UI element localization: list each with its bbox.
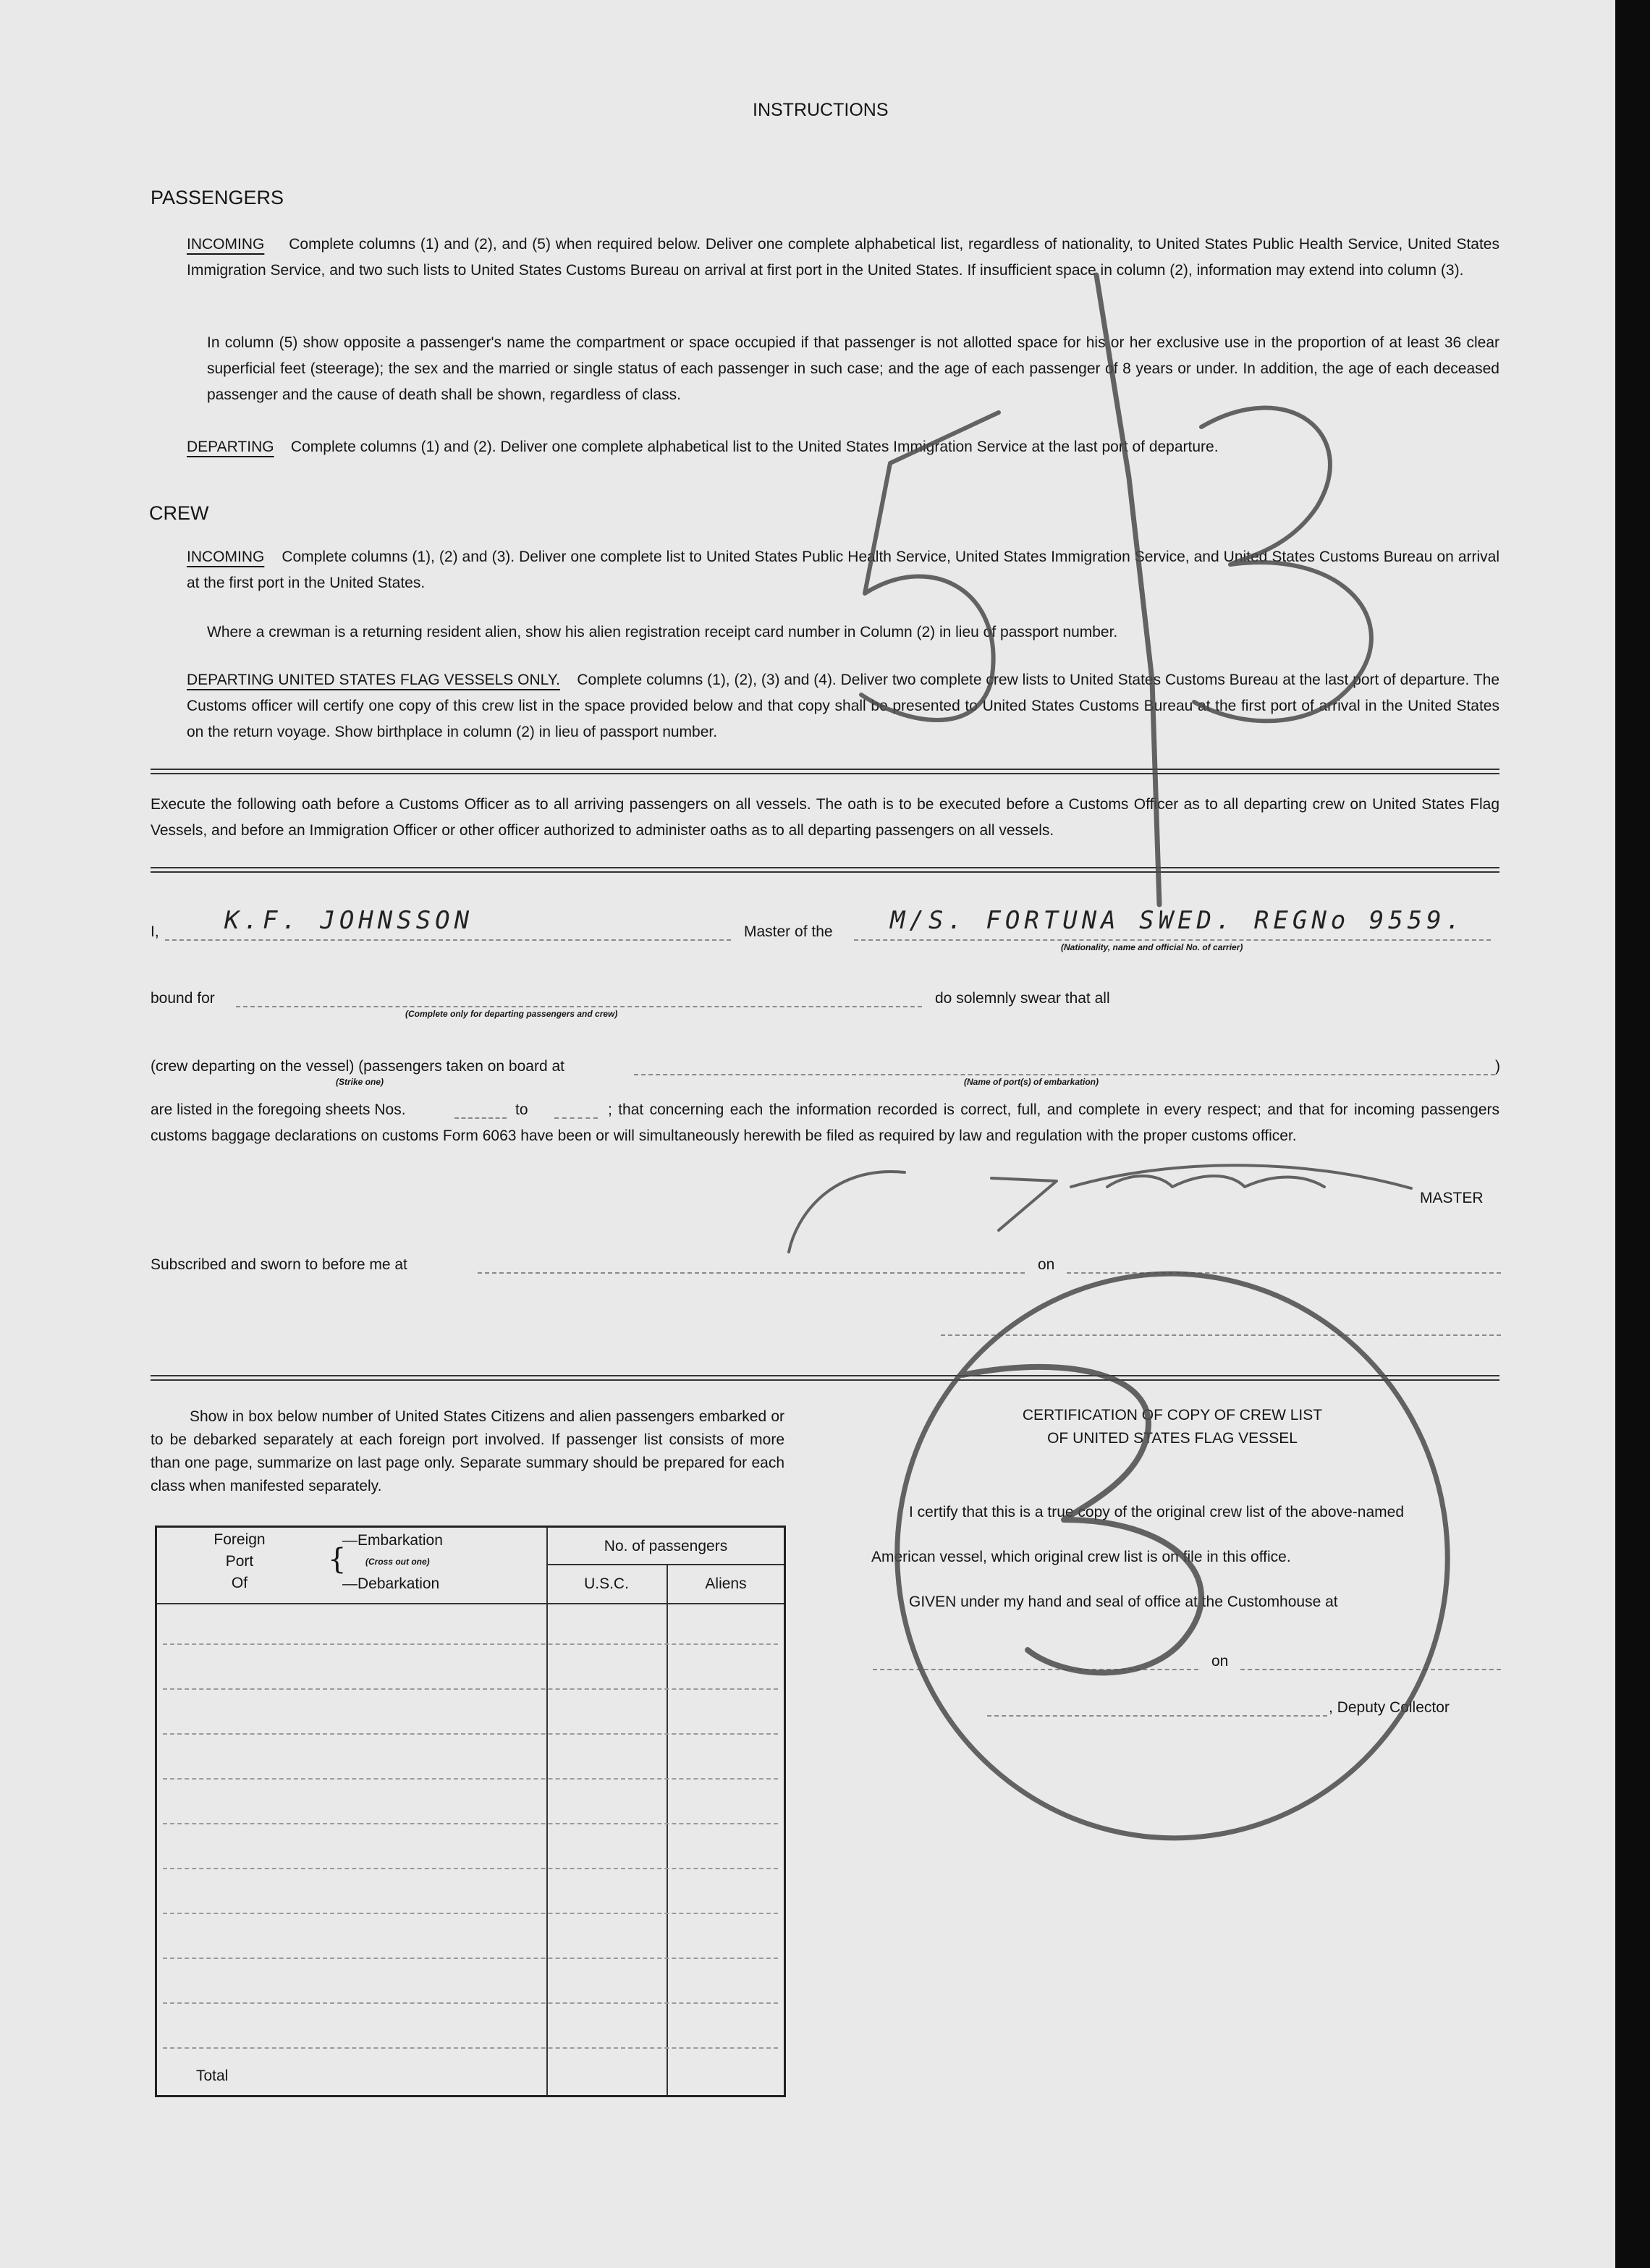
ports-note: (Name of port(s) of embarkation) (964, 1077, 1099, 1087)
listed-to: to (515, 1101, 528, 1118)
oath-intro: Execute the following oath before a Customs Officer as to all arriving passengers on all vessels. The oath is to be executed before a Customs Officer as to all departing crew on United States Flag Vessels, and before an Immigration Officer or other officer authorized to administer oaths as to all departing passengers on all vessels. (151, 796, 1499, 839)
subscribed-label: Subscribed and sworn to before me at (151, 1256, 407, 1273)
bound-for-label: bound for (151, 990, 215, 1007)
passengers-incoming-paragraph (187, 232, 1499, 284)
listed-pre: are listed in the foregoing sheets Nos. (151, 1101, 406, 1118)
crew-resident-paragraph: Where a crewman is a returning resident alien, show his alien registration receipt card number in Column (2) in lieu of passport number. (207, 624, 1118, 640)
no-of-passengers-header: No. of passengers (604, 1538, 728, 1554)
certify-line-2: American vessel, which original crew list is on file in this office. (871, 1549, 1291, 1565)
passengers-departing-text: Complete columns (1) and (2). Deliver one complete alphabetical list to the United States Immigration Service at the last port of departure. (290, 439, 1219, 455)
strike-note: (Strike one) (336, 1077, 384, 1087)
passenger-summary-table (155, 1526, 786, 2097)
master-signature (789, 1165, 1411, 1252)
table-row (163, 1958, 778, 1959)
foreign-port-of-header: Foreign Port Of (213, 1531, 266, 1591)
subscribed-date-field (1067, 1272, 1501, 1274)
crew-departing-text: Complete columns (1), (2), (3) and (4). Deliver two complete crew lists to United States Customs Bureau at the last port of departure. The Customs officer will certify one copy of this crew list in the space provided below and that copy shall be presented to United States Customs Bureau at the first port of arrival in the United States on the return voyage. Show birthplace in column (2) in lieu of passport number. (187, 672, 1500, 740)
passengers-column5-paragraph: In column (5) show opposite a passenger's name the compartment or space occupied if that passenger is not allotted space for his or her exclusive use in the proportion of at least 36 clear superficial feet (steerage); the sex and the married or single status of each passenger in such case; and the age of each passenger of 8 years or under. In addition, the age of each deceased passenger and the cause of death shall be shown, regardless of class. (207, 334, 1499, 403)
master-of-label: Master of the (744, 923, 833, 940)
table-row (163, 1868, 778, 1869)
crew-incoming-label: INCOMING (187, 549, 265, 565)
master-name-handwritten: K.F. JOHNSSON (224, 906, 474, 935)
divider-rule (151, 1375, 1499, 1381)
vessel-field-line (854, 939, 1491, 941)
passengers-departing-paragraph (187, 434, 1499, 460)
crew-incoming-paragraph (187, 544, 1499, 596)
oath-i-label: I, (151, 923, 159, 940)
table-row (163, 1688, 778, 1690)
crew-incoming-text: Complete columns (1), (2) and (3). Deliver one complete list to United States Public Health Service, United States Immigration Service, and United States Customs Bureau on arrival at the first port in the United States. (187, 549, 1499, 591)
crew-departing-label: DEPARTING UNITED STATES FLAG VESSELS ONLY. (187, 672, 560, 688)
debarkation-label: —Debarkation (342, 1575, 440, 1592)
table-row (163, 1778, 778, 1780)
deputy-collector-label: , Deputy Collector (1329, 1699, 1450, 1716)
crew-departing-paragraph (187, 667, 1499, 745)
passengers-departing-label: DEPARTING (187, 439, 274, 455)
given-line: GIVEN under my hand and seal of office at the Customhouse at (909, 1594, 1338, 1610)
close-paren: ) (1495, 1058, 1500, 1075)
ports-field-line (634, 1074, 1495, 1075)
crew-departing-line: (crew departing on the vessel) (passengers taken on board at (151, 1058, 564, 1075)
page-title: INSTRUCTIONS (753, 100, 889, 120)
subscribed-place-field (478, 1272, 1025, 1274)
certification-date-field (1240, 1669, 1501, 1670)
table-row (163, 2002, 778, 2004)
swear-label: do solemnly swear that all (935, 990, 1110, 1007)
vessel-handwritten: M/S. FORTUNA SWED. REGNo 9559. (890, 906, 1465, 935)
certification-title: CERTIFICATION OF COPY OF CREW LIST OF UNITED STATES FLAG VESSEL (1022, 1407, 1323, 1447)
cross-out-note: (Cross out one) (365, 1557, 430, 1567)
subscribed-on-label: on (1038, 1256, 1055, 1273)
table-row (163, 2047, 778, 2049)
aliens-header: Aliens (705, 1575, 747, 1592)
bound-for-note: (Complete only for departing passengers and crew) (405, 1009, 618, 1019)
summary-instructions: Show in box below number of United States Citizens and alien passengers embarked or to be debarked separately at each foreign port involved. If passenger list consists of more than one page, summarize on last page only. Separate summary should be prepared for each class when manifested separately. (151, 1408, 784, 1494)
passengers-heading: PASSENGERS (151, 187, 284, 208)
passengers-incoming-text: Complete columns (1) and (2), and (5) when required below. Deliver one complete alphabetical list, regardless of nationality, to United States Public Health Service, United States Immigration Service, and two such lists to United States Customs Bureau on arrival at first port in the United States. If insufficient space in column (2), information may extend into column (3). (187, 236, 1499, 279)
vessel-note: (Nationality, name and official No. of carrier) (1061, 942, 1243, 952)
table-row (163, 1733, 778, 1735)
master-label: MASTER (1420, 1190, 1484, 1206)
officer-signature-field (941, 1334, 1501, 1336)
usc-header: U.S.C. (584, 1575, 629, 1592)
certification-on-label: on (1211, 1653, 1229, 1670)
header-brace: { (328, 1543, 347, 1576)
bound-for-field-line (236, 1006, 922, 1007)
certification-place-field (873, 1669, 1198, 1670)
total-label: Total (196, 2068, 229, 2084)
passengers-incoming-label: INCOMING (187, 236, 265, 253)
table-row (163, 1643, 778, 1645)
scan-border (1615, 0, 1650, 2268)
table-row (163, 1913, 778, 1914)
master-name-field-line (165, 939, 731, 941)
divider-rule (151, 867, 1499, 873)
certify-line-1: I certify that this is a true copy of the original crew list of the above-named (909, 1504, 1404, 1520)
listed-post: ; that concerning each the information recorded is correct, full, and complete in every respect; and that for incoming passengers customs baggage declarations on customs Form 6063 have been or will simultaneously herewith be filed as required by law and regulation with the proper customs officer. (151, 1101, 1499, 1144)
table-row (163, 1823, 778, 1824)
deputy-collector-field (987, 1715, 1327, 1717)
divider-rule (151, 769, 1499, 774)
crew-heading: CREW (149, 502, 209, 524)
embarkation-label: —Embarkation (342, 1532, 443, 1549)
